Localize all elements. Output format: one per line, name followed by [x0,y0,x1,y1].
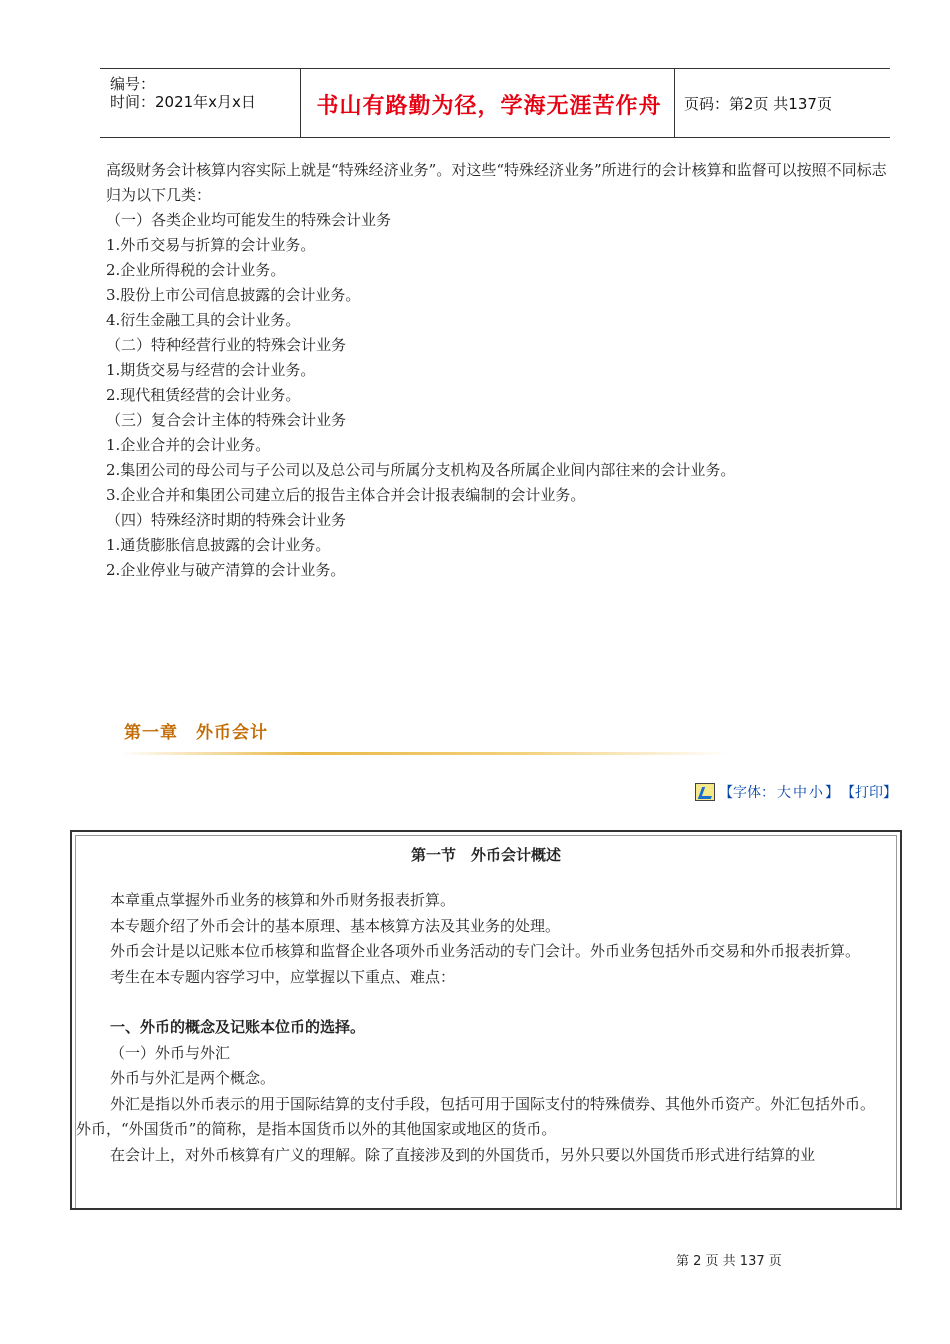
list-item: 2.现代租赁经营的会计业务。 [106,386,301,404]
print-link[interactable]: 【打印】 [841,785,897,801]
list-item: 2.集团公司的母公司与子公司以及总公司与所属分支机构及各所属企业间内部往来的会计业务。 [106,461,736,479]
list-item: 3.股份上市公司信息披露的会计业务。 [106,286,361,304]
section-heading: 一、外币的概念及记账本位币的选择。 [110,1018,366,1036]
chapter-divider [120,752,730,755]
intro-paragraph: 高级财务会计核算内容实际上就是“特殊经济业务”。对这些“特殊经济业务”所进行的会计核算和监督可以按照不同标志归为以下几类： [106,161,887,204]
section-paragraph: 外汇是指以外币表示的用于国际结算的支付手段，包括可用于国际支付的特殊债券、其他外币资产。外汇包括外币。 [110,1094,876,1113]
page-label: 页码：第2页 共137页 [684,95,832,113]
list-item: （四）特殊经济时期的特殊会计业务 [106,511,347,529]
section-paragraph: （一）外币与外汇 [110,1043,231,1062]
section-paragraph: 本章重点掌握外币业务的核算和外币财务报表折算。 [110,891,456,909]
section-title: 第一节 外币会计概述 [410,846,561,864]
intro-section [72,158,894,583]
header-divider [300,69,301,137]
section-paragraph: 考生在本专题内容学习中，应掌握以下重点、难点： [110,967,456,986]
section-box [70,830,902,1210]
chapter-title: 第一章 外币会计 [124,723,268,743]
list-item: （一）各类企业均可能发生的特殊会计业务 [106,211,392,229]
motto: 书山有路勤为径，学海无涯苦作舟 [316,94,662,119]
font-small-link[interactable]: 小 [809,785,823,801]
section-paragraph: 外币与外汇是两个概念。 [110,1069,276,1087]
section-inner [75,835,897,1208]
section-content [76,888,890,1168]
time-label: 时间：2021年x月x日 [110,93,256,111]
list-item: 3.企业合并和集团公司建立后的报告主体合并会计报表编制的会计业务。 [106,486,586,504]
list-item: （二）特种经营行业的特殊会计业务 [106,336,347,354]
list-item: 2.企业所得税的会计业务。 [106,261,286,279]
section-paragraph: 本专题介绍了外币会计的基本原理、基本核算方法及其业务的处理。 [110,916,561,935]
section-paragraph: 外币会计是以记账本位币核算和监督企业各项外币业务活动的专门会计。外币业务包括外币交易和外币报表折算。 [110,942,861,960]
page-footer: 第 2 页 共 137 页 [676,1254,782,1269]
font-medium-link[interactable]: 中 [793,785,807,801]
section-paragraph: 在会计上，对外币核算有广义的理解。除了直接涉及到的外国货币，另外只要以外国货币形式进行结算的业 [110,1145,816,1164]
list-item: 1.外币交易与折算的会计业务。 [106,236,316,254]
list-item: （三）复合会计主体的特殊会计业务 [106,411,347,429]
document-header [100,68,890,138]
list-item: 1.期货交易与经营的会计业务。 [106,361,316,379]
list-item: 4.衍生金融工具的会计业务。 [106,311,301,329]
font-close-bracket: 】 [825,785,839,801]
font-label: 【字体： [719,785,775,801]
edit-icon[interactable] [695,783,715,801]
font-large-link[interactable]: 大 [777,785,791,801]
number-label: 编号： [110,75,156,93]
font-toolbar [695,782,898,802]
section-paragraph: 外币，“外国货币”的简称，是指本国货币以外的其他国家或地区的货币。 [76,1120,557,1138]
list-item: 1.企业合并的会计业务。 [106,436,271,454]
list-item: 2.企业停业与破产清算的会计业务。 [106,561,346,579]
list-item: 1.通货膨胀信息披露的会计业务。 [106,536,331,554]
